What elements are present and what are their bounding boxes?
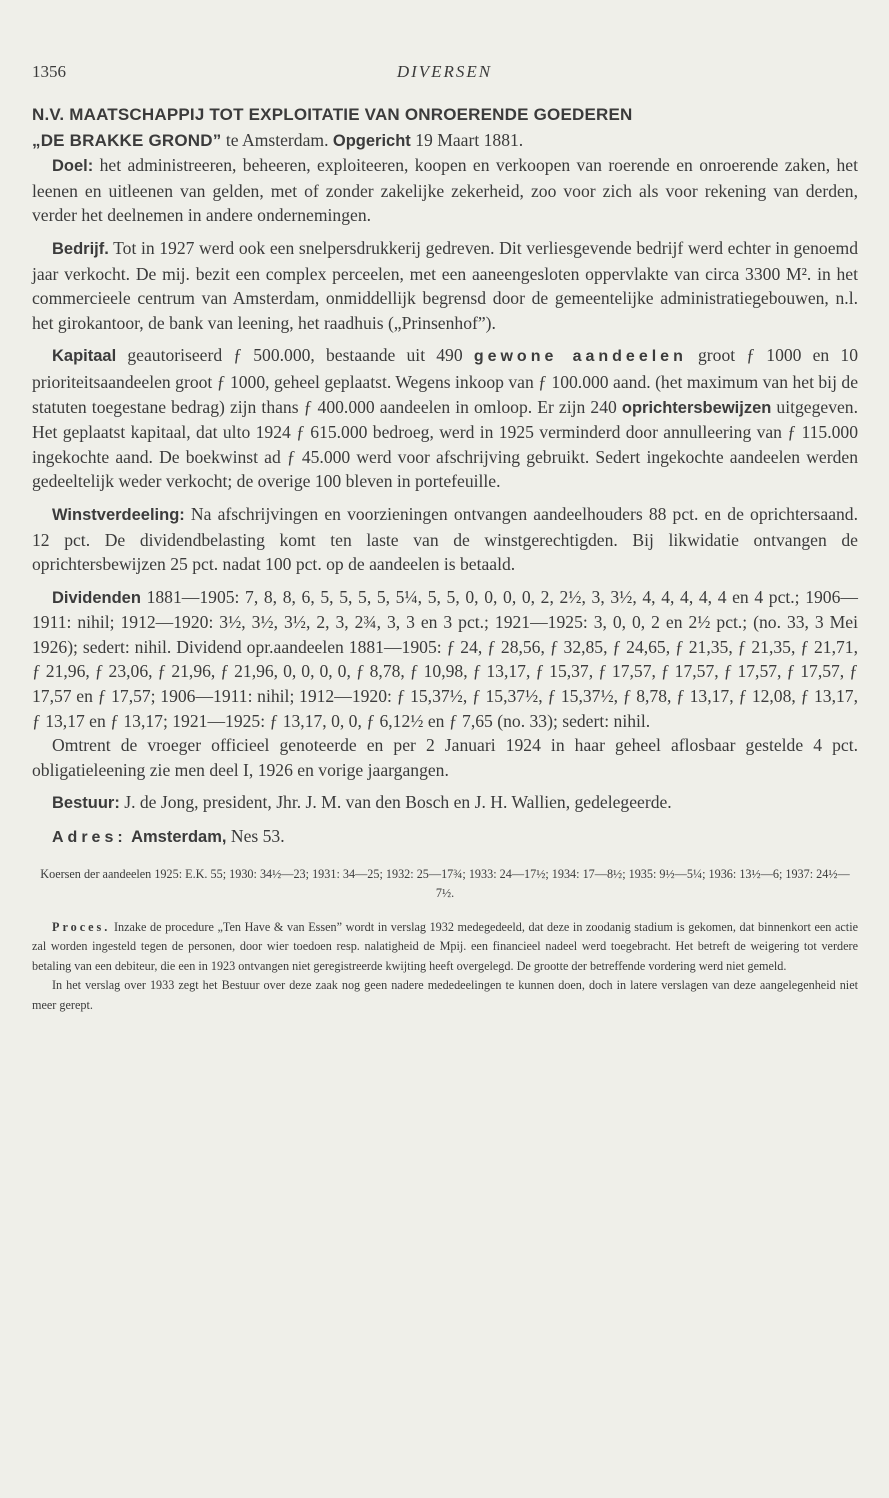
koersen-note: Koersen der aandeelen 1925: E.K. 55; 1930: 34½—23; 1931: 34—25; 1932: 25—17¾; 1933: 24—17½; 1934: 17—8½; 1935: 9½—5¼; 1936: 13½—6; 1937: 24½—7½. [40,866,850,901]
winstverdeeling-paragraph [32,502,858,577]
omtrent-paragraph: Omtrent de vroeger officieel genoteerde en per 2 Januari 1924 in haar geheel aflosbaar gestelde 4 pct. obligatieleening zie men deel I, 1926 en vorige jaargangen. [32,735,858,780]
winstverdeeling-text: Na afschrijvingen en voorzieningen ontvangen aandeelhouders 88 pct. en de oprichtersaand. 12 pct. De dividendbelasting komt ten laste van de winstgerechtigden. Bij likwidatie ontvangen de oprichtersbewijzen 25 pct. nadat 100 pct. op de aandeelen is betaald. [32,503,858,575]
winstverdeeling-label: Winstverdeeling: [52,505,185,524]
kapitaal-spaced: gewone aandeelen [473,348,687,366]
bestuur-paragraph [32,790,858,816]
proces-paragraph [32,918,858,977]
proces-label: Proces. [52,919,111,934]
page-header [32,62,857,88]
kapitaal-text-b: groot ƒ 1000 en 10 prioriteitsaandeelen groot ƒ 1000, geheel geplaatst. Wegens inkoop van ƒ 100.000 aand. (het maximum van het bij de statuten toegestane bedrag) zijn thans ƒ 400.000 aandeelen in omloop. Er zijn 240 [32,345,858,417]
dividenden-text: 1881—1905: 7, 8, 8, 6, 5, 5, 5, 5, 5¼, 5, 5, 0, 0, 0, 0, 2, 2½, 3, 3½, 4, 4, 4, 4, 4 en 4 pct.; 1906—1911: nihil; 1912—1920: 3½, 3½, 3½, 2, 3, 2¾, 3, 3 en 3 pct.; 1921—1925: 3, 0, 0, 2 en 2½ pct.; (no. 33, 3 Mei 1926); sedert: nihil. Dividend opr.aandeelen 1881—1905: ƒ 24, ƒ 28,56, ƒ 32,85, ƒ 24,65, ƒ 21,35, ƒ 21,35, ƒ 21,71, ƒ 21,96, ƒ 23,06, ƒ 21,96, ƒ 21,96, 0, 0, 0, 0, ƒ 8,78, ƒ 10,98, ƒ 13,17, ƒ 15,37, ƒ 17,57, ƒ 17,57, ƒ 17,57, ƒ 17,57, ƒ 17,57 en ƒ 17,57; 1906—1911: nihil; 1912—1920: ƒ 15,37½, ƒ 15,37½, ƒ 15,37½, ƒ 8,78, ƒ 13,17, ƒ 12,08, ƒ 13,17, ƒ 13,17 en ƒ 13,17; 1921—1925: ƒ 13,17, 0, 0, ƒ 6,12½ en ƒ 7,65 (no. 33); sedert: nihil. [32,586,858,731]
adres-paragraph [32,824,858,851]
founded-label: Opgericht [332,131,411,150]
kapitaal-bold: oprichtersbewijzen [621,398,772,417]
doel-text: het administreeren, beheeren, exploiteeren, koopen en verkoopen van roerende en onroerende zaken, het leenen en uitleenen van gelden, met of zonder zakelijke zekerheid, zoo voor zich als voor rekening van derden, verder het deelnemen in andere ondernemingen. [32,155,858,226]
adres-city: Amsterdam, [131,828,227,847]
kapitaal-text-a: geautoriseerd ƒ 500.000, bestaande uit 490 [116,345,474,366]
company-location: te Amsterdam. [221,129,333,150]
doel-label: Doel: [52,157,94,176]
proces-paragraph-2: In het verslag over 1933 zegt het Bestuur over deze zaak nog geen nadere mededeelingen te kunnen doen, doch in latere verslagen van deze aangelegenheid niet meer gerept. [32,978,858,1012]
company-name-line1: N.V. MAATSCHAPPIJ TOT EXPLOITATIE VAN ONROERENDE GOEDEREN [32,105,633,124]
bestuur-label: Bestuur: [52,794,120,813]
bestuur-text: J. de Jong, president, Jhr. J. M. van den Bosch en J. H. Wallien, gedelegeerde. [119,792,672,813]
bedrijf-paragraph [32,236,858,335]
company-title [32,102,858,153]
bedrijf-text: Tot in 1927 werd ook een snelpersdrukkerij gedreven. Dit verliesgevende bedrijf werd echter in genoemd jaar verkocht. De mij. bezit een complex perceelen, met een aaneengesloten oppervlakte van circa 3300 M². in het commercieele centrum van Amsterdam, onmiddellijk begrensd door de gemeentelijke administratiegebouwen, n.l. het girokantoor, de bank van leening, het raadhuis („Prinsenhof”). [32,237,858,333]
company-name-line2: „DE BRAKKE GROND” [32,130,222,150]
kapitaal-text-c: uitgegeven. Het geplaatst kapitaal, dat ulto 1924 ƒ 615.000 bedroeg, werd in 1925 verminderd door annulleering van ƒ 115.000 ingekochte aand. De boekwinst ad ƒ 45.000 werd voor afschrijving gebruikt. Sedert ingekochte aandeelen werden gedeeltelijk weder verkocht; de overige 100 bleven in portefeuille. [32,396,859,492]
kapitaal-label: Kapitaal [52,347,117,366]
running-title: DIVERSEN [396,62,493,81]
proces-text: Inzake de procedure „Ten Have & van Essen” wordt in verslag 1932 medegedeeld, dat deze in zoodanig stadium is gekomen, dat binnenkort een actie zal worden ingesteld tegen de personen, door wier toedoen resp. nalatigheid de Mpij. een financieel nadeel werd toegebracht. Het betreft de weigering tot verdere betaling van een debiteur, die een in 1923 ontvangen niet geregistreerde kwijting heeft overgelegd. De grootte der betreffende vordering werd niet gemeld. [32,919,858,973]
page-number: 1356 [32,62,66,81]
kapitaal-paragraph [32,343,858,494]
bedrijf-label: Bedrijf. [52,239,109,258]
adres-street: Nes 53. [226,826,285,847]
article-body [32,102,858,1015]
dividenden-paragraph [32,585,858,734]
adres-label: Adres: [52,829,127,847]
founded-date: 19 Maart 1881. [410,129,524,150]
dividenden-label: Dividenden [52,588,141,607]
doel-paragraph [32,153,858,228]
